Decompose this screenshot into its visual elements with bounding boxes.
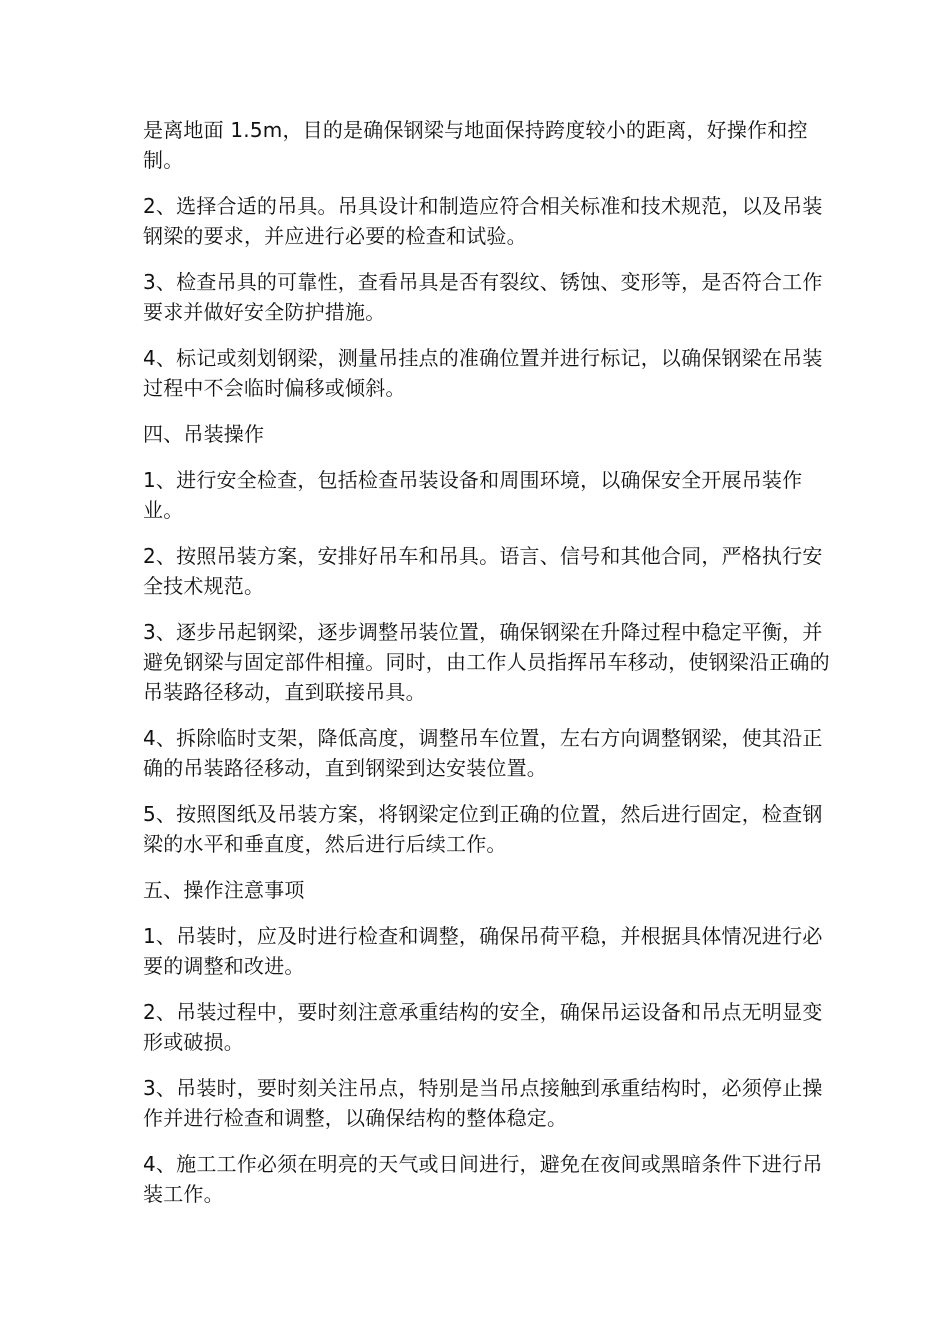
section-heading-precautions: 五、操作注意事项 [143,878,305,902]
paragraph-remove-support: 4、拆除临时支架，降低高度，调整吊车位置，左右方向调整钢梁，使其沿正确的吊装路径移动，直到钢梁到达安装位置。 [143,726,823,780]
paragraph-structure-safety: 2、吊装过程中，要时刻注意承重结构的安全，确保吊运设备和吊点无明显变形或破损。 [143,1000,823,1054]
paragraph-safety-check: 1、进行安全检查，包括检查吊装设备和周围环境，以确保安全开展吊装作业。 [143,468,803,522]
paragraph-arrange-crane: 2、按照吊装方案，安排好吊车和吊具。语言、信号和其他合同，严格执行安全技术规范。 [143,544,823,598]
document-body [143,115,833,1225]
paragraph-position-beam: 5、按照图纸及吊装方案，将钢梁定位到正确的位置，然后进行固定，检查钢梁的水平和垂直度，然后进行后续工作。 [143,802,823,856]
section-heading-lifting-operation: 四、吊装操作 [143,422,265,446]
paragraph-timely-check: 1、吊装时，应及时进行检查和调整，确保吊荷平稳，并根据具体情况进行必要的调整和改进。 [143,924,823,978]
paragraph-mark-beam: 4、标记或刻划钢梁，测量吊挂点的准确位置并进行标记，以确保钢梁在吊装过程中不会临时偏移或倾斜。 [143,346,823,400]
paragraph-daylight-work: 4、施工工作必须在明亮的天气或日间进行，避免在夜间或黑暗条件下进行吊装工作。 [143,1152,823,1206]
paragraph-continuation: 是离地面 1.5m，目的是确保钢梁与地面保持跨度较小的距离，好操作和控制。 [143,118,808,172]
paragraph-lifting-points: 3、吊装时，要时刻关注吊点，特别是当吊点接触到承重结构时，必须停止操作并进行检查和调整，以确保结构的整体稳定。 [143,1076,823,1130]
paragraph-check-rigging: 3、检查吊具的可靠性，查看吊具是否有裂纹、锈蚀、变形等，是否符合工作要求并做好安全防护措施。 [143,270,823,324]
paragraph-lift-beam: 3、逐步吊起钢梁，逐步调整吊装位置，确保钢梁在升降过程中稳定平衡，并避免钢梁与固定部件相撞。同时，由工作人员指挥吊车移动，使钢梁沿正确的吊装路径移动，直到联接吊具。 [143,620,830,704]
paragraph-select-rigging: 2、选择合适的吊具。吊具设计和制造应符合相关标准和技术规范，以及吊装钢梁的要求，并应进行必要的检查和试验。 [143,194,823,248]
